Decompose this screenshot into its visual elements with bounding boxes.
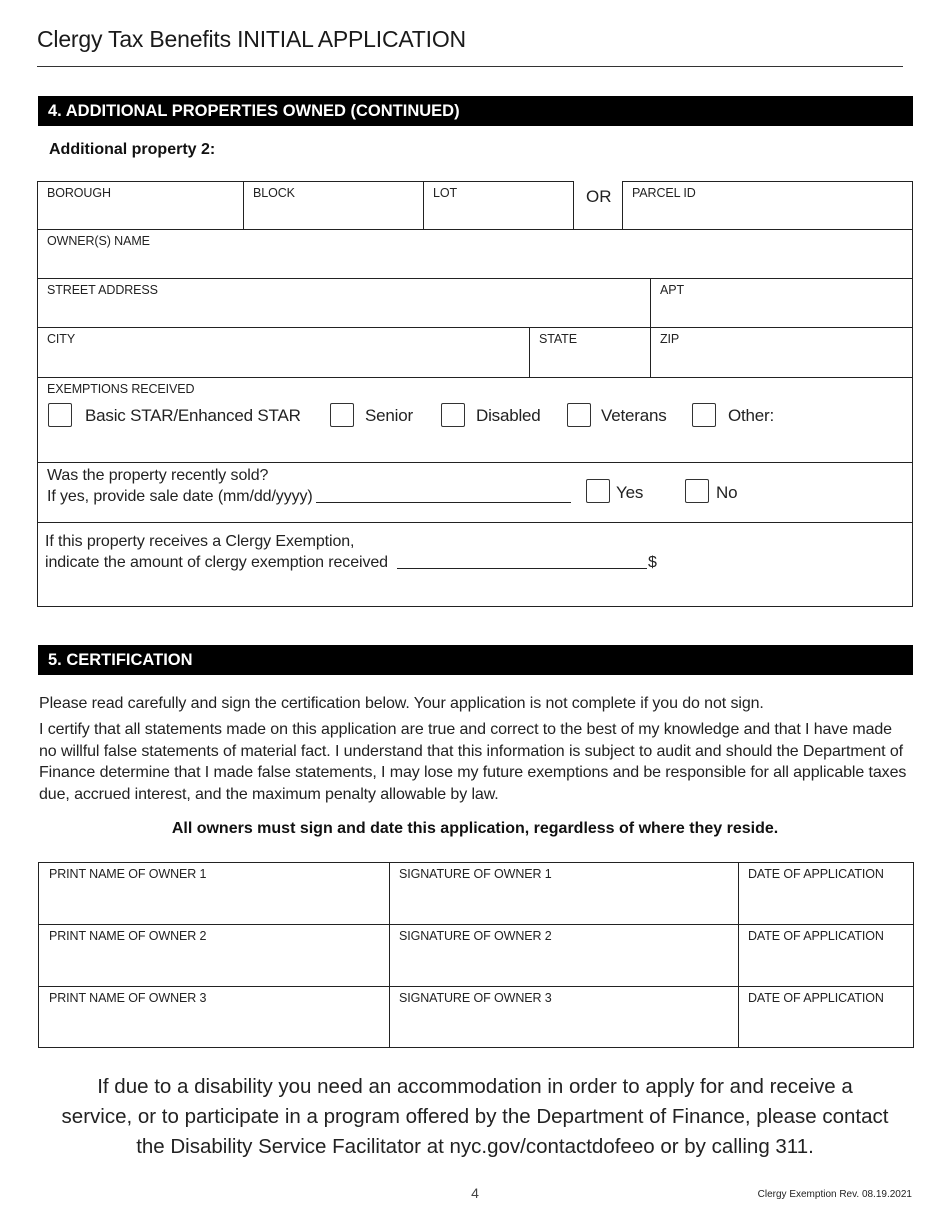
page-number: 4 xyxy=(471,1185,479,1201)
sold-no-checkbox[interactable] xyxy=(685,479,709,503)
owner-1-signature-field[interactable]: SIGNATURE OF OWNER 1 xyxy=(399,867,552,881)
divider xyxy=(37,522,913,523)
other-label: Other: xyxy=(728,406,775,425)
sale-date-prompt: If yes, provide sale date (mm/dd/yyyy) xyxy=(47,488,313,505)
borough-field[interactable]: BOROUGH xyxy=(47,186,111,200)
zip-field[interactable]: ZIP xyxy=(660,332,680,346)
owners-name-field[interactable]: OWNER(S) NAME xyxy=(47,234,150,248)
divider xyxy=(389,862,390,1048)
disabled-checkbox[interactable] xyxy=(441,403,465,427)
or-label: OR xyxy=(586,187,612,206)
certification-intro: Please read carefully and sign the certification below. Your application is not complete if you do not sign. xyxy=(39,695,764,712)
accessibility-notice: If due to a disability you need an accommodation in order to apply for and receive a service, or to participate in a program offered by the Department of Finance, please contact the Disability Service Facilitator at nyc.gov/contactdofeeo or by calling 311. xyxy=(61,1075,889,1158)
owner-1-date-field[interactable]: DATE OF APPLICATION xyxy=(748,867,884,881)
owner-2-name-field[interactable]: PRINT NAME OF OWNER 2 xyxy=(49,929,207,943)
street-address-field[interactable]: STREET ADDRESS xyxy=(47,283,158,297)
owner-2-signature-field[interactable]: SIGNATURE OF OWNER 2 xyxy=(399,929,552,943)
divider xyxy=(738,862,739,1048)
divider xyxy=(37,327,913,328)
section-4-heading: 4. ADDITIONAL PROPERTIES OWNED (CONTINUED) xyxy=(38,96,913,126)
lot-field[interactable]: LOT xyxy=(433,186,458,200)
recently-sold-question: Was the property recently sold? xyxy=(47,467,269,484)
divider xyxy=(423,181,424,230)
signature-table xyxy=(38,862,914,1048)
divider xyxy=(37,377,913,378)
owner-1-name-field[interactable]: PRINT NAME OF OWNER 1 xyxy=(49,867,207,881)
exemptions-received-label: EXEMPTIONS RECEIVED xyxy=(47,382,195,396)
sold-yes-label: Yes xyxy=(616,483,644,502)
title-divider xyxy=(37,66,903,67)
owner-3-name-field[interactable]: PRINT NAME OF OWNER 3 xyxy=(49,991,207,1005)
sold-no-label: No xyxy=(716,483,738,502)
additional-property-heading: Additional property 2: xyxy=(49,141,216,158)
document-title: Clergy Tax Benefits INITIAL APPLICATION xyxy=(37,26,466,52)
divider xyxy=(243,181,244,230)
clergy-amount-prompt: indicate the amount of clergy exemption received xyxy=(45,554,388,571)
sale-date-input[interactable] xyxy=(316,502,571,503)
clergy-amount-input[interactable] xyxy=(397,568,647,569)
owner-3-date-field[interactable]: DATE OF APPLICATION xyxy=(748,991,884,1005)
divider xyxy=(37,278,913,279)
borough-block-lot-box xyxy=(37,181,574,230)
state-field[interactable]: STATE xyxy=(539,332,577,346)
revision-label: Clergy Exemption Rev. 08.19.2021 xyxy=(757,1189,912,1200)
city-field[interactable]: CITY xyxy=(47,332,76,346)
divider xyxy=(37,462,913,463)
apt-field[interactable]: APT xyxy=(660,283,685,297)
veterans-label: Veterans xyxy=(601,406,667,425)
basic-star-label: Basic STAR/Enhanced STAR xyxy=(85,406,301,425)
parcel-id-label: PARCEL ID xyxy=(632,186,696,200)
divider xyxy=(529,327,530,377)
owner-2-date-field[interactable]: DATE OF APPLICATION xyxy=(748,929,884,943)
other-checkbox[interactable] xyxy=(692,403,716,427)
sold-yes-checkbox[interactable] xyxy=(586,479,610,503)
senior-checkbox[interactable] xyxy=(330,403,354,427)
veterans-checkbox[interactable] xyxy=(567,403,591,427)
owner-3-signature-field[interactable]: SIGNATURE OF OWNER 3 xyxy=(399,991,552,1005)
basic-star-checkbox[interactable] xyxy=(48,403,72,427)
certification-statement: I certify that all statements made on this application are true and correct to the best of my knowledge and that I have made no willful false statements of material fact. I understand that this information is subject to audit and should the Department of Finance determine that I made false statements, I may lose my future exemptions and be responsible for all applicable taxes due, accrued interest, and the maximum penalty allowable by law. xyxy=(39,721,907,803)
disabled-label: Disabled xyxy=(476,406,541,425)
senior-label: Senior xyxy=(365,406,413,425)
clergy-exemption-question: If this property receives a Clergy Exemption, xyxy=(45,533,355,550)
block-field[interactable]: BLOCK xyxy=(253,186,295,200)
section-5-heading: 5. CERTIFICATION xyxy=(38,645,913,675)
divider xyxy=(38,924,914,925)
divider xyxy=(38,986,914,987)
currency-symbol: $ xyxy=(648,554,657,571)
signature-requirement-note: All owners must sign and date this application, regardless of where they reside. xyxy=(171,820,779,837)
